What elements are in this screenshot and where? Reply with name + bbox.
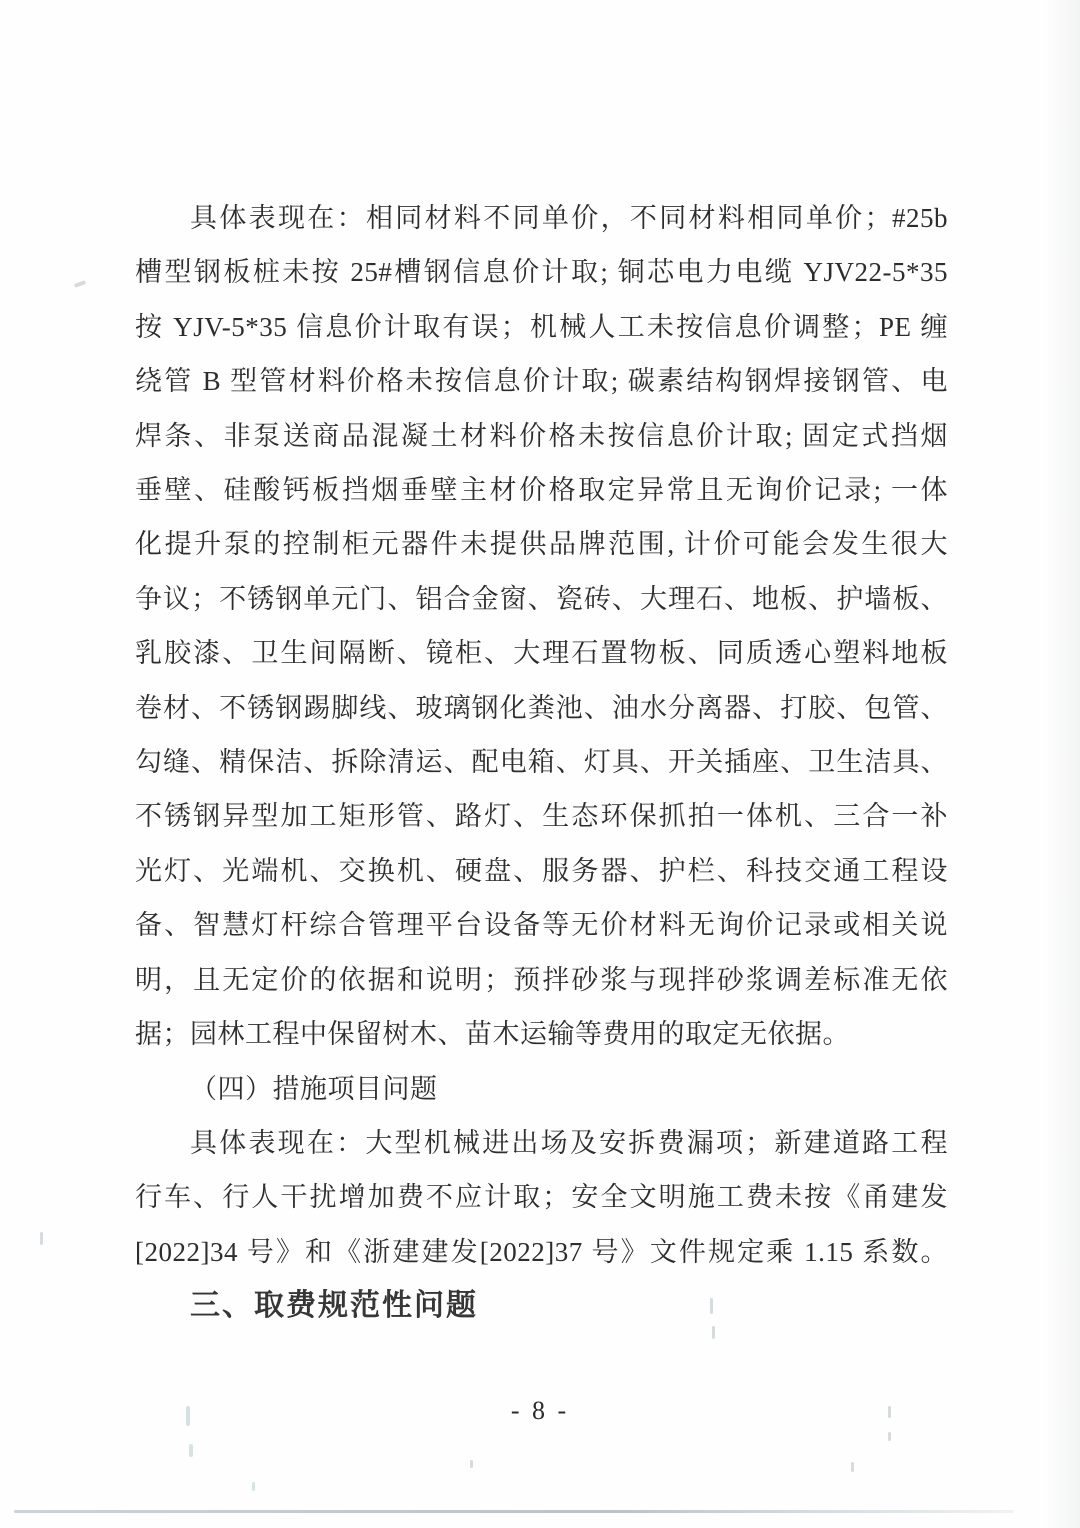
text-line: 争议；不锈钢单元门、铝合金窗、瓷砖、大理石、地板、护墙板、 <box>135 583 948 614</box>
text-line: 勾缝、精保洁、拆除清运、配电箱、灯具、开关插座、卫生洁具、 <box>135 747 948 778</box>
page-number: - 8 - <box>510 1396 570 1425</box>
scan-artifact <box>40 1232 43 1245</box>
scan-artifact <box>252 1482 255 1491</box>
text-line: 不锈钢异型加工矩形管、路灯、生态环保抓拍一体机、三合一补 <box>135 801 948 832</box>
text-line: 具体表现在：相同材料不同单价，不同材料相同单价；#25b <box>190 203 948 233</box>
text-line: [2022]34 号》和《浙建建发[2022]37 号》文件规定乘 1.15 系数。 <box>135 1236 948 1267</box>
text-line: 据；园林工程中保留树木、苗木运输等费用的取定无依据。 <box>135 1019 850 1050</box>
text-line: 行车、行人干扰增加费不应计取；安全文明施工费未按《甬建发 <box>135 1182 948 1213</box>
text-line: 焊条、非泵送商品混凝土材料价格未按信息价计取; 固定式挡烟 <box>135 420 948 451</box>
scan-artifact <box>74 280 87 288</box>
text-line: 按 YJV-5*35 信息价计取有误；机械人工未按信息价调整；PE 缠 <box>135 311 948 342</box>
text-line: 乳胶漆、卫生间隔断、镜柜、大理石置物板、同质透心塑料地板 <box>135 638 948 669</box>
scan-artifact <box>189 1444 193 1457</box>
scan-edge-shading <box>1044 0 1080 1528</box>
text-line: 光灯、光端机、交换机、硬盘、服务器、护栏、科技交通工程设 <box>135 855 948 886</box>
scan-artifact <box>470 1460 473 1468</box>
text-line: 备、智慧灯杆综合管理平台设备等无价材料无询价记录或相关说 <box>135 910 948 941</box>
section-heading: 三、取费规范性问题 <box>190 1289 478 1323</box>
text-line: 具体表现在：大型机械进出场及安拆费漏项；新建道路工程 <box>190 1127 948 1158</box>
scan-artifact <box>851 1462 854 1472</box>
document-text <box>135 191 948 1334</box>
text-line: 卷材、不锈钢踢脚线、玻璃钢化粪池、油水分离器、打胶、包管、 <box>135 692 948 723</box>
text-line: 明，且无定价的依据和说明；预拌砂浆与现拌砂浆调差标准无依 <box>135 964 948 995</box>
scan-artifact <box>888 1432 891 1441</box>
text-line: 化提升泵的控制柜元器件未提供品牌范围, 计价可能会发生很大 <box>135 529 948 560</box>
text-line: 槽型钢板桩未按 25#槽钢信息价计取; 铜芯电力电缆 YJV22-5*35 <box>135 257 948 288</box>
text-line: 绕管 B 型管材料价格未按信息价计取; 碳素结构钢焊接钢管、电 <box>135 366 948 397</box>
subsection-heading: （四）措施项目问题 <box>190 1073 438 1104</box>
scan-edge-line <box>14 1510 1014 1513</box>
text-line: 垂壁、硅酸钙板挡烟垂壁主材价格取定异常且无询价记录; 一体 <box>135 475 948 506</box>
